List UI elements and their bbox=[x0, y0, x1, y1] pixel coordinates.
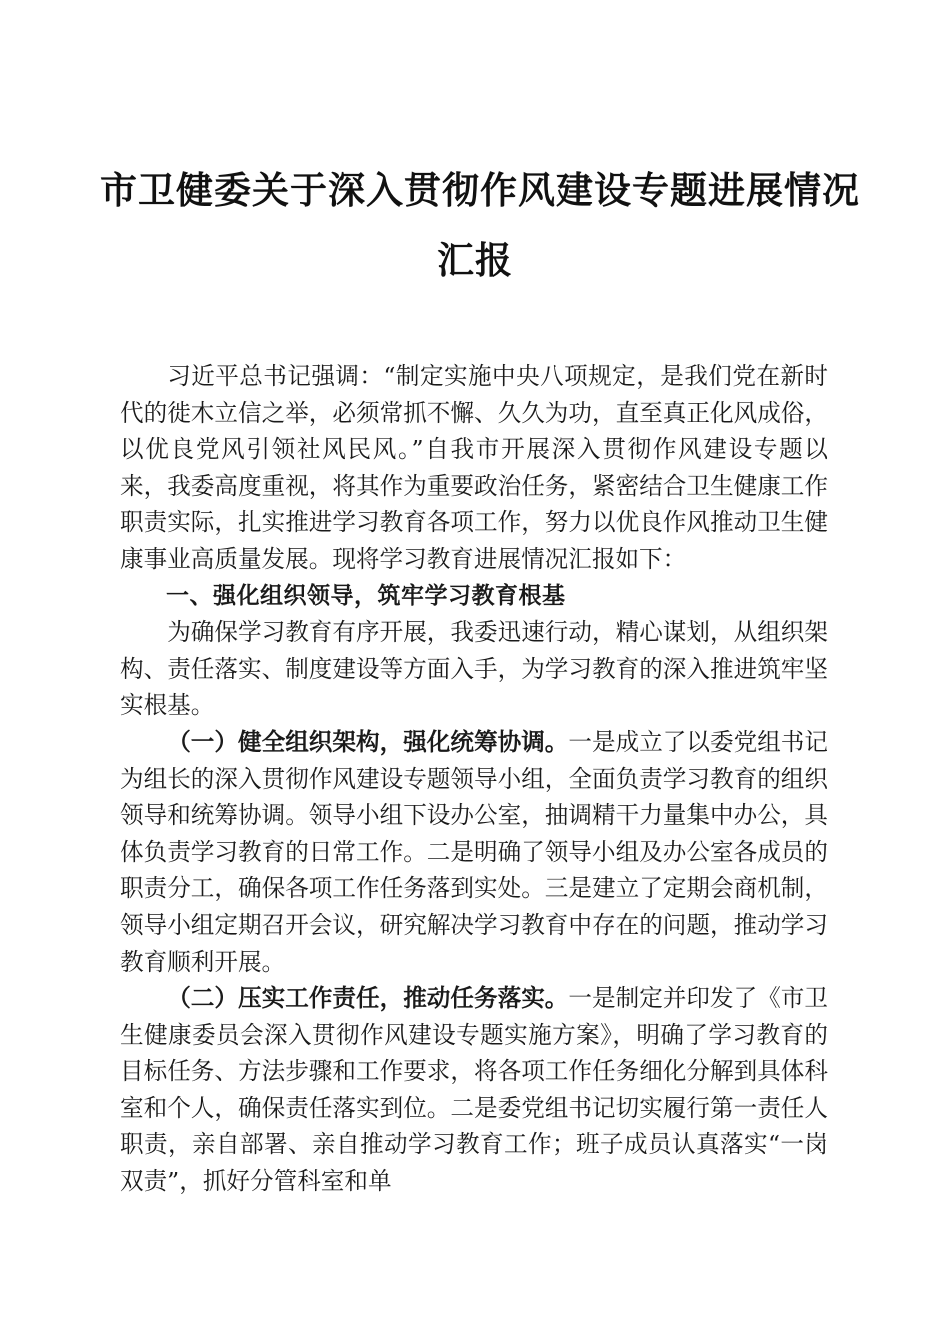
item-lead-1: （一）健全组织架构，强化统筹协调。 bbox=[167, 727, 569, 756]
item-lead-2: （二）压实工作责任，推动任务落实。 bbox=[167, 984, 569, 1013]
document-title-line1: 市卫健委关于深入贯彻作风建设专题进展情况 bbox=[100, 168, 860, 212]
section-heading: 一、强化组织领导，筑牢学习教育根基 bbox=[166, 582, 566, 609]
item-text-2: 一是制定并印发了《市卫生健康委员会深入贯彻作风建设专题实施方案》，明确了学习教育的目标任务、方法步骤和工作要求，将各项工作任务细化分解到具体科室和个人，确保责任落实到位。二是委党组书记切实履行第一责任人职责，亲自部署、亲自推动学习教育工作；班子成员认真落实“一岗双责”，抓好分管科室和单 bbox=[120, 984, 829, 1196]
document-title-line2: 汇报 bbox=[437, 238, 513, 282]
item-paragraph-2 bbox=[120, 980, 828, 1200]
item-text-1: 一是成立了以委党组书记为组长的深入贯彻作风建设专题领导小组，全面负责学习教育的组织领导和统筹协调。领导小组下设办公室，抽调精干力量集中办公，具体负责学习教育的日常工作。二是明确了领导小组及办公室各成员的职责分工，确保各项工作任务落到实处。三是建立了定期会商机制，领导小组定期召开会议，研究解决学习教育中存在的问题，推动学习教育顺利开展。 bbox=[120, 727, 829, 976]
intro-paragraph: 习近平总书记强调：“制定实施中央八项规定，是我们党在新时代的徙木立信之举，必须常抓不懈、久久为功，直至真正化风成俗，以优良党风引领社风民风。”自我市开展深入贯彻作风建设专题以来，我委高度重视，将其作为重要政治任务，紧密结合卫生健康工作职责实际，扎实推进学习教育各项工作，努力以优良作风推动卫生健康事业高质量发展。现将学习教育进展情况汇报如下： bbox=[120, 362, 828, 573]
item-paragraph-1 bbox=[120, 724, 828, 980]
section-intro-paragraph: 为确保学习教育有序开展，我委迅速行动，精心谋划，从组织架构、责任落实、制度建设等方面入手，为学习教育的深入推进筑牢坚实根基。 bbox=[120, 618, 828, 720]
document-body bbox=[120, 358, 828, 1200]
